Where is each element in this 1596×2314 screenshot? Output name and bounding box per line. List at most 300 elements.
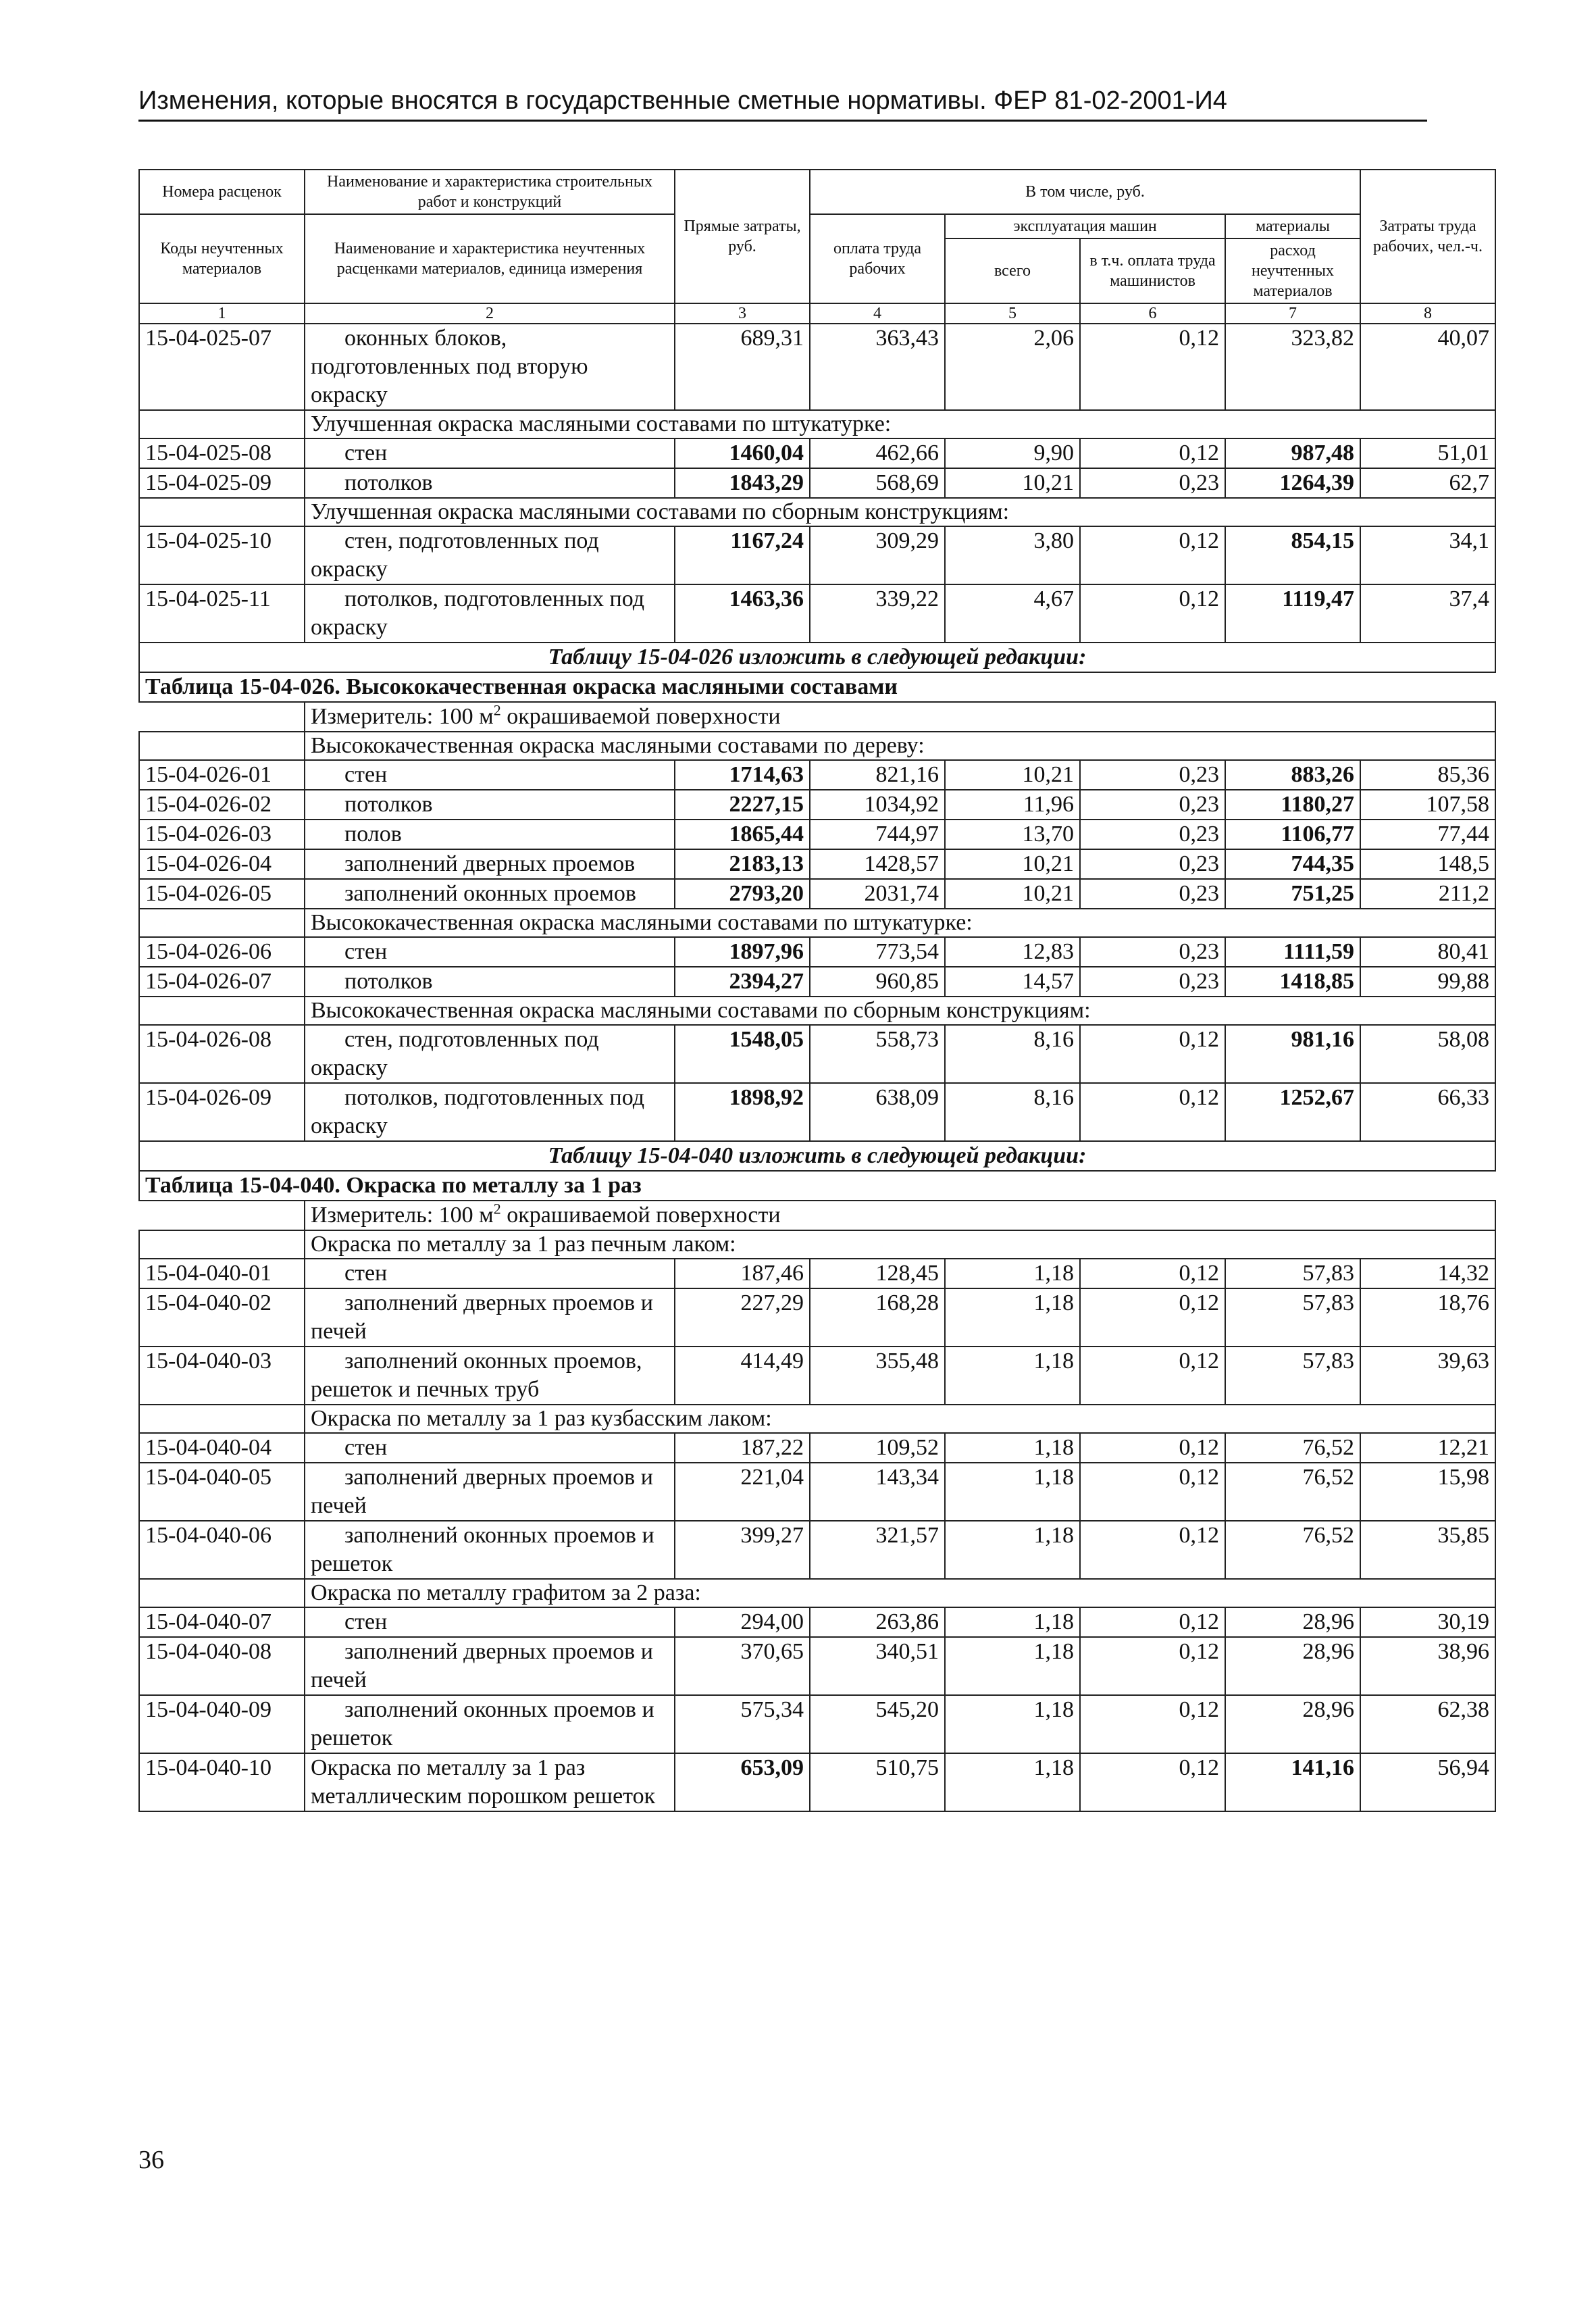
rate-name-text: оконных блоков, подготовленных под вторую окраску [311,326,588,407]
materials-cost: 883,26 [1225,760,1360,790]
rate-code: 15-04-026-09 [139,1083,305,1141]
wages-cost: 744,97 [810,820,945,849]
machines-cost: 11,96 [945,790,1080,820]
direct-cost: 689,31 [675,324,810,410]
col-num-6: 6 [1080,303,1225,324]
machinist-wages: 0,12 [1080,1637,1225,1695]
machines-cost: 1,18 [945,1463,1080,1521]
wages-cost: 143,34 [810,1463,945,1521]
materials-cost: 57,83 [1225,1259,1360,1288]
section-title: Окраска по металлу за 1 раз печным лаком: [305,1230,1495,1259]
col-num-2: 2 [305,303,675,324]
edit-note: Таблицу 15-04-040 изложить в следующей редакции: [139,1141,1495,1171]
col-num-4: 4 [810,303,945,324]
wages-cost: 168,28 [810,1288,945,1347]
materials-cost: 141,16 [1225,1753,1360,1811]
table-row [139,438,1495,468]
measure-sup: 2 [493,1200,501,1217]
rate-name [305,1637,675,1695]
materials-cost: 323,82 [1225,324,1360,410]
section-title: Высококачественная окраска масляными составами по дереву: [305,732,1495,760]
section-blank [139,1405,305,1433]
machinist-wages: 0,12 [1080,1288,1225,1347]
section-row [139,410,1495,438]
machines-cost: 4,67 [945,584,1080,643]
col-wages: оплата труда рабочих [810,214,945,303]
machinist-wages: 0,23 [1080,937,1225,967]
wages-cost: 363,43 [810,324,945,410]
section-title: Окраска по металлу графитом за 2 раза: [305,1579,1495,1607]
measure-tail: окрашиваемой поверхности [500,704,781,729]
labor-cost: 66,33 [1360,1083,1495,1141]
section-blank [139,909,305,937]
wages-cost: 1034,92 [810,790,945,820]
labor-cost: 148,5 [1360,849,1495,879]
labor-cost: 30,19 [1360,1607,1495,1637]
rate-name-text: стен [344,1261,388,1286]
machinist-wages: 0,12 [1080,1347,1225,1405]
wages-cost: 340,51 [810,1637,945,1695]
rate-name [305,1259,675,1288]
rate-name-text: стен, подготовленных под окраску [311,528,599,582]
machinist-wages: 0,12 [1080,1521,1225,1579]
rate-name [305,1025,675,1083]
wages-cost: 2031,74 [810,879,945,909]
rates-table-wrapper [138,169,1495,1812]
col-materials: материалы [1225,214,1360,238]
wages-cost: 568,69 [810,468,945,498]
rate-name [305,438,675,468]
table-row [139,1463,1495,1521]
table-row [139,790,1495,820]
rate-code: 15-04-025-11 [139,584,305,643]
table-row [139,324,1495,410]
table-title: Таблица 15-04-040. Окраска по металлу за 1 раз [139,1171,1495,1201]
direct-cost: 221,04 [675,1463,810,1521]
table-row [139,1753,1495,1811]
machines-cost: 14,57 [945,967,1080,997]
measure-text: Измеритель: 100 м [311,1203,494,1228]
rate-name-text: заполнений оконных проемов и решеток [311,1697,654,1751]
materials-cost: 1111,59 [1225,937,1360,967]
materials-cost: 987,48 [1225,438,1360,468]
rate-name [305,1083,675,1141]
col-name-top: Наименование и характеристика строительных работ и конструкций [305,170,675,214]
wages-cost: 558,73 [810,1025,945,1083]
labor-cost: 39,63 [1360,1347,1495,1405]
rate-name [305,584,675,643]
materials-cost: 28,96 [1225,1637,1360,1695]
direct-cost: 1897,96 [675,937,810,967]
col-machines-wages: в т.ч. оплата труда машинистов [1080,238,1225,303]
edit-note: Таблицу 15-04-026 изложить в следующей редакции: [139,643,1495,672]
section-row [139,498,1495,526]
section-title: Улучшенная окраска масляными составами по сборным конструкциям: [305,498,1495,526]
wages-cost: 1428,57 [810,849,945,879]
labor-cost: 99,88 [1360,967,1495,997]
table-row [139,760,1495,790]
wages-cost: 960,85 [810,967,945,997]
rate-name [305,849,675,879]
rate-code: 15-04-026-03 [139,820,305,849]
wages-cost: 128,45 [810,1259,945,1288]
measure-unit [305,1201,1495,1230]
rate-code: 15-04-026-01 [139,760,305,790]
rate-code: 15-04-025-08 [139,438,305,468]
materials-cost: 76,52 [1225,1463,1360,1521]
table-row [139,526,1495,584]
machinist-wages: 0,23 [1080,849,1225,879]
section-row [139,1579,1495,1607]
rate-name [305,1521,675,1579]
edit-note-row [139,643,1495,672]
table-row [139,1347,1495,1405]
direct-cost: 414,49 [675,1347,810,1405]
table-row [139,820,1495,849]
labor-cost: 56,94 [1360,1753,1495,1811]
table-title-row [139,1171,1495,1201]
wages-cost: 545,20 [810,1695,945,1753]
wages-cost: 462,66 [810,438,945,468]
materials-cost: 1418,85 [1225,967,1360,997]
machinist-wages: 0,23 [1080,820,1225,849]
rate-code: 15-04-040-03 [139,1347,305,1405]
machines-cost: 8,16 [945,1025,1080,1083]
labor-cost: 51,01 [1360,438,1495,468]
machines-cost: 13,70 [945,820,1080,849]
rate-name-text: стен [344,441,388,466]
direct-cost: 2394,27 [675,967,810,997]
rate-name [305,1463,675,1521]
machinist-wages: 0,12 [1080,1083,1225,1141]
direct-cost: 2183,13 [675,849,810,879]
machines-cost: 3,80 [945,526,1080,584]
col-materials-use: расход неучтенных материалов [1225,238,1360,303]
rate-name-text: полов [344,822,402,847]
rate-name [305,1347,675,1405]
machines-cost: 1,18 [945,1433,1080,1463]
page-number: 36 [138,2146,164,2174]
machinist-wages: 0,12 [1080,1695,1225,1753]
machinist-wages: 0,12 [1080,1753,1225,1811]
wages-cost: 355,48 [810,1347,945,1405]
direct-cost: 1463,36 [675,584,810,643]
rate-name-text: заполнений оконных проемов, решеток и печных труб [311,1349,642,1402]
machines-cost: 1,18 [945,1347,1080,1405]
section-blank [139,410,305,438]
labor-cost: 85,36 [1360,760,1495,790]
measure-row [139,702,1495,732]
col-direct: Прямые затраты, руб. [675,170,810,303]
section-row [139,732,1495,760]
col-incl: В том числе, руб. [810,170,1360,214]
machines-cost: 1,18 [945,1637,1080,1695]
col-code-bottom: Коды неучтенных материалов [139,214,305,303]
rate-name-text: стен, подготовленных под окраску [311,1027,599,1080]
machinist-wages: 0,12 [1080,1463,1225,1521]
rate-name [305,1607,675,1637]
rate-name [305,1433,675,1463]
measure-blank [139,702,305,732]
section-title: Окраска по металлу за 1 раз кузбасским лаком: [305,1405,1495,1433]
machines-cost: 10,21 [945,849,1080,879]
rate-code: 15-04-040-01 [139,1259,305,1288]
rate-name-text: заполнений оконных проемов [344,881,636,906]
rate-name [305,967,675,997]
table-row [139,1025,1495,1083]
section-blank [139,732,305,760]
machines-cost: 1,18 [945,1607,1080,1637]
machines-cost: 9,90 [945,438,1080,468]
materials-cost: 28,96 [1225,1607,1360,1637]
rate-name: Окраска по металлу за 1 раз металлическим порошком решеток [305,1753,675,1811]
table-row [139,1607,1495,1637]
machinist-wages: 0,12 [1080,1259,1225,1288]
machines-cost: 10,21 [945,468,1080,498]
machinist-wages: 0,23 [1080,790,1225,820]
labor-cost: 107,58 [1360,790,1495,820]
machinist-wages: 0,12 [1080,1607,1225,1637]
direct-cost: 1714,63 [675,760,810,790]
rate-code: 15-04-026-08 [139,1025,305,1083]
direct-cost: 187,46 [675,1259,810,1288]
wages-cost: 309,29 [810,526,945,584]
machines-cost: 8,16 [945,1083,1080,1141]
rate-code: 15-04-026-02 [139,790,305,820]
rate-code: 15-04-040-09 [139,1695,305,1753]
rate-name-text: стен [344,939,388,964]
wages-cost: 773,54 [810,937,945,967]
col-num-8: 8 [1360,303,1495,324]
rate-code: 15-04-040-05 [139,1463,305,1521]
direct-cost: 227,29 [675,1288,810,1347]
direct-cost: 2793,20 [675,879,810,909]
table-row [139,967,1495,997]
materials-cost: 1264,39 [1225,468,1360,498]
table-row [139,1083,1495,1141]
wages-cost: 510,75 [810,1753,945,1811]
direct-cost: 1865,44 [675,820,810,849]
labor-cost: 80,41 [1360,937,1495,967]
rate-code: 15-04-040-10 [139,1753,305,1811]
wages-cost: 638,09 [810,1083,945,1141]
section-row [139,1405,1495,1433]
labor-cost: 12,21 [1360,1433,1495,1463]
rate-name-text: стен [344,1609,388,1634]
labor-cost: 77,44 [1360,820,1495,849]
direct-cost: 2227,15 [675,790,810,820]
measure-row [139,1201,1495,1230]
direct-cost: 1460,04 [675,438,810,468]
machinist-wages: 0,23 [1080,468,1225,498]
machines-cost: 1,18 [945,1753,1080,1811]
rate-name [305,879,675,909]
col-num-5: 5 [945,303,1080,324]
section-row [139,997,1495,1025]
machines-cost: 1,18 [945,1521,1080,1579]
table-row [139,849,1495,879]
labor-cost: 40,07 [1360,324,1495,410]
labor-cost: 38,96 [1360,1637,1495,1695]
table-row [139,1695,1495,1753]
rate-code: 15-04-040-02 [139,1288,305,1347]
rate-code: 15-04-026-04 [139,849,305,879]
direct-cost: 653,09 [675,1753,810,1811]
rate-name [305,820,675,849]
rate-name-text: стен [344,762,388,787]
direct-cost: 1898,92 [675,1083,810,1141]
materials-cost: 1106,77 [1225,820,1360,849]
machinist-wages: 0,12 [1080,438,1225,468]
table-row [139,468,1495,498]
materials-cost: 744,35 [1225,849,1360,879]
materials-cost: 1180,27 [1225,790,1360,820]
machinist-wages: 0,23 [1080,879,1225,909]
table-row [139,1288,1495,1347]
materials-cost: 76,52 [1225,1433,1360,1463]
machinist-wages: 0,23 [1080,760,1225,790]
rate-code: 15-04-025-09 [139,468,305,498]
labor-cost: 58,08 [1360,1025,1495,1083]
col-labor: Затраты труда рабочих, чел.-ч. [1360,170,1495,303]
machinist-wages: 0,12 [1080,1025,1225,1083]
rates-table [138,169,1496,1812]
labor-cost: 62,7 [1360,468,1495,498]
rate-code: 15-04-040-08 [139,1637,305,1695]
labor-cost: 37,4 [1360,584,1495,643]
rate-name [305,526,675,584]
rate-code: 15-04-025-07 [139,324,305,410]
direct-cost: 1167,24 [675,526,810,584]
labor-cost: 18,76 [1360,1288,1495,1347]
rate-code: 15-04-025-10 [139,526,305,584]
table-row [139,937,1495,967]
direct-cost: 399,27 [675,1521,810,1579]
materials-cost: 1252,67 [1225,1083,1360,1141]
wages-cost: 109,52 [810,1433,945,1463]
rate-code: 15-04-026-06 [139,937,305,967]
wages-cost: 821,16 [810,760,945,790]
col-machines: эксплуатация машин [945,214,1225,238]
rate-name-text: потолков [344,792,433,817]
rate-code: 15-04-026-05 [139,879,305,909]
rate-name-text: стен [344,1435,388,1460]
direct-cost: 1843,29 [675,468,810,498]
table-row [139,1433,1495,1463]
materials-cost: 981,16 [1225,1025,1360,1083]
rate-name-text: заполнений дверных проемов [344,851,636,876]
direct-cost: 1548,05 [675,1025,810,1083]
machinist-wages: 0,12 [1080,526,1225,584]
measure-blank [139,1201,305,1230]
rate-name-text: потолков [344,969,433,994]
machines-cost: 10,21 [945,879,1080,909]
wages-cost: 339,22 [810,584,945,643]
table-row [139,584,1495,643]
materials-cost: 28,96 [1225,1695,1360,1753]
machines-cost: 12,83 [945,937,1080,967]
machinist-wages: 0,23 [1080,967,1225,997]
measure-unit [305,702,1495,732]
materials-cost: 57,83 [1225,1347,1360,1405]
machines-cost: 1,18 [945,1695,1080,1753]
wages-cost: 263,86 [810,1607,945,1637]
rate-name [305,468,675,498]
machines-cost: 10,21 [945,760,1080,790]
col-num-1: 1 [139,303,305,324]
col-num-7: 7 [1225,303,1360,324]
rate-code: 15-04-040-06 [139,1521,305,1579]
section-title: Высококачественная окраска масляными составами по штукатурке: [305,909,1495,937]
table-title: Таблица 15-04-026. Высококачественная окраска масляными составами [139,672,1495,702]
labor-cost: 34,1 [1360,526,1495,584]
machines-cost: 1,18 [945,1288,1080,1347]
rate-name [305,1288,675,1347]
rate-name-text: заполнений дверных проемов и печей [311,1290,653,1344]
machines-cost: 1,18 [945,1259,1080,1288]
col-code-top: Номера расценок [139,170,305,214]
measure-tail: окрашиваемой поверхности [500,1203,781,1228]
labor-cost: 35,85 [1360,1521,1495,1579]
rate-name [305,1695,675,1753]
rate-name-text: потолков [344,470,433,495]
rate-name-text: заполнений дверных проемов и печей [311,1465,653,1518]
section-row [139,909,1495,937]
table-title-row [139,672,1495,702]
section-blank [139,997,305,1025]
materials-cost: 57,83 [1225,1288,1360,1347]
section-row [139,1230,1495,1259]
section-blank [139,498,305,526]
measure-text: Измеритель: 100 м [311,704,494,729]
wages-cost: 321,57 [810,1521,945,1579]
col-name-bottom: Наименование и характеристика неучтенных расценками материалов, единица измерения [305,214,675,303]
col-num-3: 3 [675,303,810,324]
col-machines-total: всего [945,238,1080,303]
labor-cost: 211,2 [1360,879,1495,909]
machines-cost: 2,06 [945,324,1080,410]
machinist-wages: 0,12 [1080,1433,1225,1463]
machinist-wages: 0,12 [1080,584,1225,643]
direct-cost: 575,34 [675,1695,810,1753]
labor-cost: 62,38 [1360,1695,1495,1753]
table-row [139,1637,1495,1695]
materials-cost: 76,52 [1225,1521,1360,1579]
measure-sup: 2 [493,701,501,719]
rate-name [305,790,675,820]
materials-cost: 751,25 [1225,879,1360,909]
machinist-wages: 0,12 [1080,324,1225,410]
page-header: Изменения, которые вносятся в государственные сметные нормативы. ФЕР 81-02-2001-И4 [138,86,1427,122]
section-blank [139,1230,305,1259]
rate-code: 15-04-026-07 [139,967,305,997]
rate-name [305,760,675,790]
edit-note-row [139,1141,1495,1171]
rate-code: 15-04-040-04 [139,1433,305,1463]
rate-name-text: заполнений оконных проемов и решеток [311,1523,654,1576]
materials-cost: 854,15 [1225,526,1360,584]
table-row [139,879,1495,909]
materials-cost: 1119,47 [1225,584,1360,643]
rate-name [305,324,675,410]
direct-cost: 294,00 [675,1607,810,1637]
table-row [139,1521,1495,1579]
direct-cost: 370,65 [675,1637,810,1695]
rate-name-text: заполнений дверных проемов и печей [311,1639,653,1692]
rate-code: 15-04-040-07 [139,1607,305,1637]
section-title: Высококачественная окраска масляными составами по сборным конструкциям: [305,997,1495,1025]
section-title: Улучшенная окраска масляными составами по штукатурке: [305,410,1495,438]
